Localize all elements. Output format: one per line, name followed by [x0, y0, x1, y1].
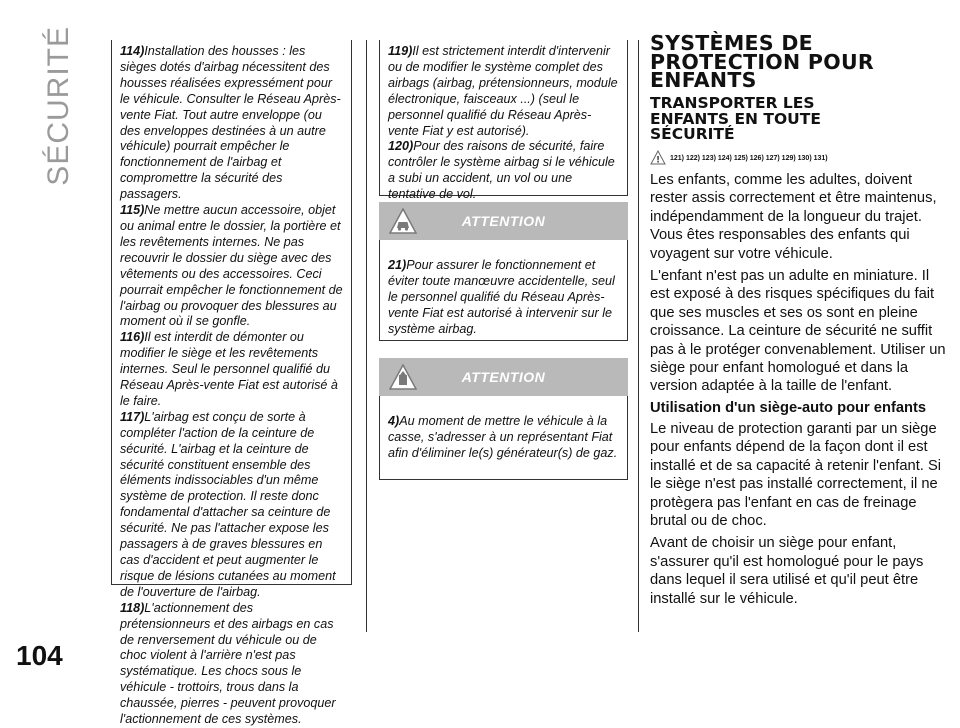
column-divider-2 [638, 40, 639, 632]
warning-references [650, 150, 950, 168]
attention-header-1 [379, 202, 628, 240]
warning-notes-box-2 [379, 40, 628, 202]
warning-triangle-icon [650, 150, 666, 165]
note-114: 114)Installation des housses : les sièges dotés d'airbag nécessitent des housses réalisées expressément pour le véhicule. Consulter le Réseau Après-vente Fiat. Tout autre enveloppe (ou des enveloppes destinées à un autre véhicule) pourrait empêcher le fonctionnement de l'airbag et compromettre la sécurité des passagers. [120, 44, 341, 202]
note-116: 116)Il est interdit de démonter ou modifier le siège et les revêtements internes. Seul le personnel qualifié du Réseau Après-vente Fiat est autorisé à le faire. [120, 330, 338, 408]
paragraph-4: Avant de choisir un siège pour enfant, s'assurer qu'il est homologué pour le pays dans lequel il sera utilisé et qu'il peut être installé sur le véhicule. [650, 535, 924, 607]
note-119: 119)Il est strictement interdit d'intervenir ou de modifier le système complet des airbags (airbag, prétensionneurs, module électronique, faisceaux ...) (seul le personnel qualifié du Réseau Après-vente Fiat y est autorisé). [388, 44, 618, 138]
attention-header-2 [379, 358, 628, 396]
page-number: 104 [16, 640, 63, 671]
note-117: 117)L'airbag est conçu de sorte à compléter l'action de la ceinture de sécurité. L'airbag et la ceinture de sécurité constituent ensemble des éléments indissociables d'un même système de protection. Il reste donc fondamental d'attacher sa ceinture de sécurité. Ne pas l'attacher expose les passagers à de graves blessures en cas d'accident et peut augmenter le risque de lésions cutanées au moment de l'ouverture de l'airbag. [120, 409, 336, 599]
attention-box-2 [379, 396, 628, 480]
column-divider-1 [366, 40, 367, 632]
attention-box-1 [379, 240, 628, 341]
paragraph-2: L'enfant n'est pas un adulte en miniature. Il est exposé à des risques spécifiques du fait que ses muscles et ses os sont en pleine croissance. La ceinture de sécurité ne suffit pas à le protéger convenablement. Utiliser un siège pour enfant homologué et dans la version adaptée à la taille de l'enfant. [650, 268, 946, 395]
paragraph-3: Le niveau de protection garanti par un siège pour enfants dépend de la façon dont il est installé et de sa capacité à retenir l'enfant. Si le siège n'est pas installé correctement, il ne protègera pas l'enfant en cas de freinage brutal ou de choc. [650, 420, 942, 529]
child-safety-body [650, 171, 950, 612]
attention-text-1: 21)Pour assurer le fonctionnement et éviter toute manœuvre accidentelle, seul le personnel qualifié du Réseau Après-vente Fiat est autorisé à intervenir sur le système airbag. [388, 258, 615, 336]
attention-title-1: ATTENTION [461, 213, 546, 229]
note-115: 115)Ne mettre aucun accessoire, objet ou animal entre le dossier, la portière et les revêtements internes. Ne pas recouvrir le dossier du siège avec des vêtements ou des accessoires. Ceci pourrait empêcher le fonctionnement de l'airbag ou provoquer des blessures au moment où il se gonfle. [120, 203, 343, 329]
attention-text-2: 4)Au moment de mettre le véhicule à la casse, s'adresser à un représentant Fiat afin d'éliminer le(s) générateur(s) de gaz. [388, 414, 618, 460]
note-120: 120)Pour des raisons de sécurité, faire contrôler le système airbag si le véhicule a subi un accident, un vol ou une tentative de vol. [388, 139, 615, 202]
svg-text:!: ! [655, 155, 661, 165]
note-118: 118)L'actionnement des prétensionneurs et des airbags en cas de renversement du véhicule ou de choc violent à l'arrière n'est pas systématique. Les chocs sous le véhicule - trottoirs, trous dans la chaussée, pierres - peuvent provoquer l'actionnement de ces systèmes. [120, 600, 336, 727]
reference-numbers: 121) 122) 123) 124) 125) 126) 127) 129) 130) 131) [670, 155, 828, 162]
paragraph-1: Les enfants, comme les adultes, doivent rester assis correctement et être maintenus, indépendamment de la longueur du trajet. Vous êtes responsables des enfants qui voyagent sur votre véhicule. [650, 172, 937, 262]
attention-title-2: ATTENTION [461, 369, 546, 385]
warning-notes-box-1 [111, 40, 352, 727]
subsection-heading: TRANSPORTER LES ENFANTS EN TOUTE SÉCURITÉ [650, 94, 821, 143]
subheading-child-seat: Utilisation d'un siège-auto pour enfants [650, 399, 927, 416]
section-label: SÉCURITÉ [42, 26, 75, 186]
section-heading: SYSTÈMES DE PROTECTION POUR ENFANTS [650, 31, 874, 92]
